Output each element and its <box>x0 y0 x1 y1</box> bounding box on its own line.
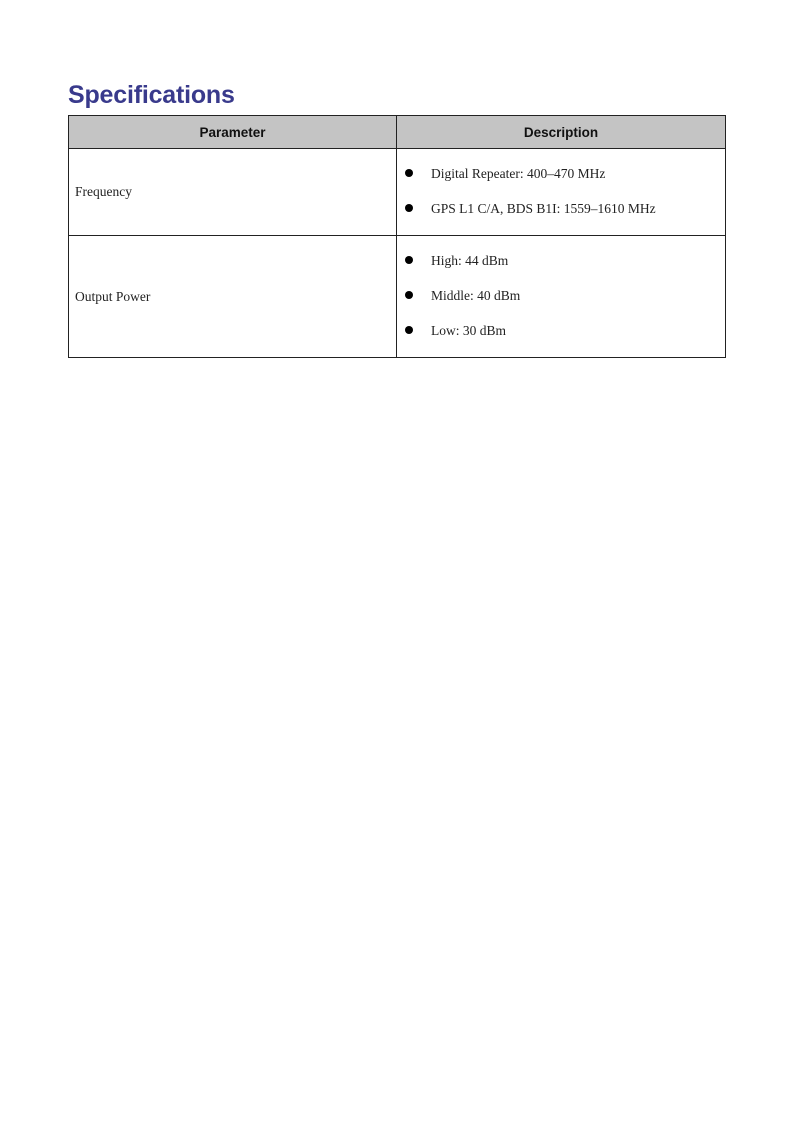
parameter-cell: Output Power <box>69 236 397 358</box>
table-row <box>69 236 726 358</box>
list-item-text: High: 44 dBm <box>431 253 509 268</box>
list-item-text: Middle: 40 dBm <box>431 288 521 303</box>
list-item <box>403 191 719 226</box>
bullet-icon <box>405 256 413 264</box>
list-item <box>403 278 719 313</box>
bullet-icon <box>405 291 413 299</box>
table-header <box>69 116 726 149</box>
list-item-text: Low: 30 dBm <box>431 323 507 338</box>
specifications-table <box>68 115 726 358</box>
description-list <box>403 236 719 357</box>
bullet-icon <box>405 326 413 334</box>
list-item-text: GPS L1 C/A, BDS B1I: 1559–1610 MHz <box>431 201 656 216</box>
page-title: Specifications <box>68 81 235 109</box>
list-item <box>403 313 719 348</box>
description-column-header: Description <box>397 116 726 149</box>
table-row <box>69 149 726 236</box>
description-cell <box>397 236 726 358</box>
description-list <box>403 149 719 235</box>
bullet-icon <box>405 169 413 177</box>
bullet-icon <box>405 204 413 212</box>
list-item <box>403 156 719 191</box>
list-item-text: Digital Repeater: 400–470 MHz <box>431 166 606 181</box>
table-body <box>69 149 726 358</box>
description-cell <box>397 149 726 236</box>
list-item <box>403 243 719 278</box>
parameter-column-header: Parameter <box>69 116 397 149</box>
parameter-cell: Frequency <box>69 149 397 236</box>
table-header-row <box>69 116 726 149</box>
